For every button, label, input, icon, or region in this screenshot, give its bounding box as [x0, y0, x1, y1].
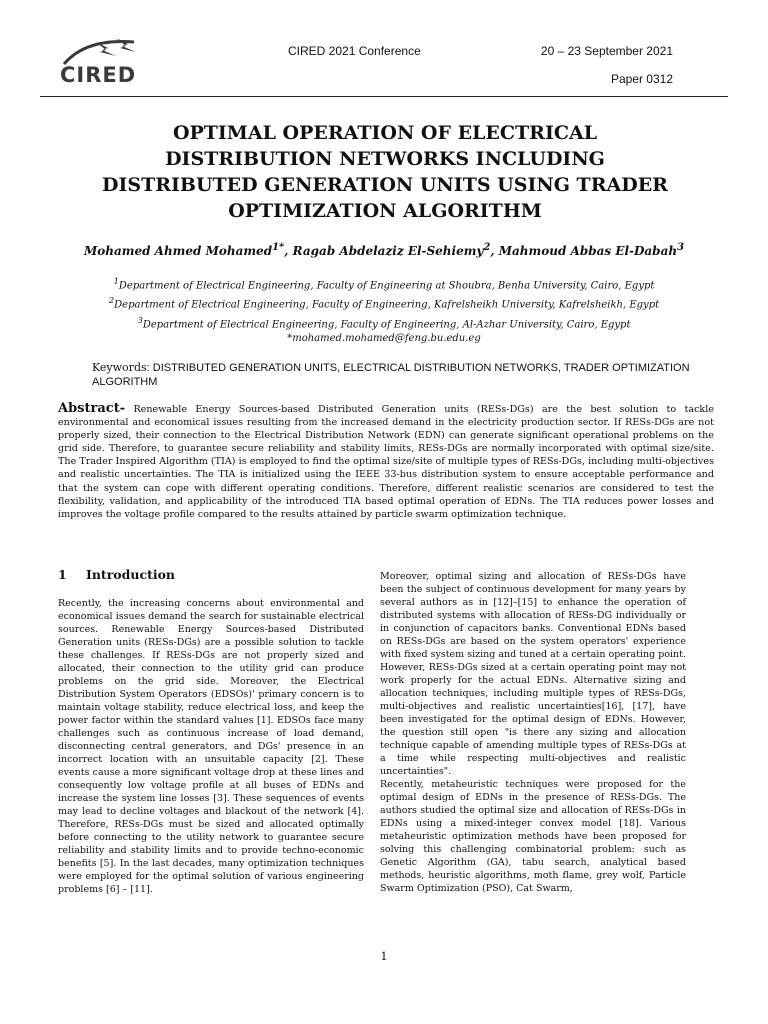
- contact-email[interactable]: *mohamed.mohamed@feng.bu.edu.eg: [287, 332, 481, 344]
- right-column: [380, 570, 686, 895]
- header-divider: [40, 96, 728, 97]
- left-column: [58, 568, 364, 896]
- cired-logo-icon: [56, 34, 152, 88]
- section-title: Introduction: [86, 567, 176, 582]
- intro-paragraph-1: Recently, the increasing concerns about environmental and economical issues demand the search for sustainable electrical sources. Renewable Energy Sources-based Distributed Generation units (RESs-DGs) are a possible solution to tackle these challenges. If RESs-DGs are not properly sized and allocated, their connection to the utility grid can produce problems on the grid side. Moreover, the Electrical Distribution System Operators (EDSOs)' primary concern is to maintain voltage stability, reduce electrical loss, and keep the power factor within the standard values [1]. EDSOs face many challenges such as continuous increase of load demand, disconnecting central generators, and DGs' presence in an incorrect location with an unsuitable capacity [2]. These events cause a more significant voltage drop at these lines and consequently low voltage profile at all buses of EDNs and increase the system line losses [3]. These sequences of events may lead to decline voltages and blackout of the network [4]. Therefore, RESs-DGs must be sized and allocated optimally before connecting to the utility network to guarantee secure reliability and stability limits and to provide techno-economic benefits [5]. In the last decades, many optimization techniques were employed for the optimal solution of various engineering problems [6] – [11].: [58, 598, 364, 895]
- abstract-label: Abstract-: [58, 401, 126, 416]
- author-3: Mahmoud Abbas El-Dabah$^3$: [498, 242, 685, 258]
- intro-paragraph-3: Recently, metaheuristic techniques were proposed for the optimal design of EDNs in the presence of RESs-DGs. The authors studied the optimal size and allocation of RESs-DGs in EDNs using a mixed-integer convex model [18]. Various metaheuristic optimization methods have been proposed for solving this challenging combinatorial problem: such as Genetic Algorithm (GA), tabu search, analytical based methods, heuristic algorithms, moth flame, grey wolf, Particle Swarm Optimization (PSO), Cat Swarm,: [380, 779, 686, 894]
- abstract: [58, 402, 714, 521]
- keywords: [92, 361, 692, 389]
- affiliation-1: $^1$Department of Electrical Engineering, Faculty of Engineering at Shoubra, Benha University, Cairo, Egypt: [113, 276, 655, 292]
- cired-logo: [56, 34, 152, 88]
- section-heading: [58, 568, 364, 581]
- author-1: Mohamed Ahmed Mohamed$^{1*}$: [83, 242, 285, 258]
- paper-number: Paper 0312: [610, 72, 673, 86]
- svg-text:CIRED: CIRED: [60, 63, 137, 87]
- conference-dates: 20 – 23 September 2021: [540, 44, 673, 58]
- authors: Mohamed Ahmed Mohamed$^{1*}$, Ragab Abdelaziz El-Sehiemy$^2$, Mahmoud Abbas El-Dabah$^3$: [83, 242, 685, 258]
- keywords-label: Keywords: [92, 361, 147, 374]
- author-2: Ragab Abdelaziz El-Sehiemy$^2$: [292, 242, 491, 258]
- intro-paragraph-2: Moreover, optimal sizing and allocation of RESs-DGs have been the subject of continuous development for many years by several authors as in [12]–[15] to enhance the operation of distributed systems with allocation of RESs-DG individually or in conjunction of capacitors banks. Conventional EDNs based on RESs-DGs are based on the system operators' experience with fixed system sizing and tuned at a certain operating point. However, RESs-DGs sized at a certain operating point may not work properly for the actual EDNs. Alternative sizing and allocation techniques, including multiple types of RESs-DGs, multi-objectives and realistic uncertainties[16], [17], have been investigated for the optimal design of EDNs. However, the question still open "is there any sizing and allocation technique capable of amending multiple types of RESs-DGs at a time while respecting multi-objectives and realistic uncertainties".: [380, 571, 686, 777]
- page-number: 1: [380, 950, 388, 963]
- keywords-text: : DISTRIBUTED GENERATION UNITS, ELECTRICAL DISTRIBUTION NETWORKS, TRADER OPTIMIZATION ALGORITHM: [92, 362, 690, 388]
- conference-name: CIRED 2021 Conference: [288, 44, 421, 58]
- abstract-text: Renewable Energy Sources-based Distributed Generation units (RESs-DGs) are the best solution to tackle environmental and economical issues resulting from the increased demand in the electricity production sector. If RESs-DGs are not properly sized, their connection to the Electrical Distribution Network (EDN) can generate significant operational problems on the grid side. Therefore, to guarantee secure reliability and stability limits, RESs-DGs are normally incorporated with optimal size/site. The Trader Inspired Algorithm (TIA) is employed to find the optimal size/site of multiple types of RESs-DGs, including multi-objectives and realistic uncertainties. The TIA is initialized using the IEEE 33-bus distribution system to ensure acceptable performance and that the system can cope with different operating conditions. Therefore, different realistic scenarios are considered to test the flexibility, validation, and applicability of the introduced TIA based optimal operation of EDNs. The TIA reduces power losses and improves the voltage profile compared to the results attained by particle swarm optimization technique.: [58, 404, 714, 520]
- affiliations: [40, 274, 728, 346]
- paper-title: OPTIMAL OPERATION OF ELECTRICAL DISTRIBUTION NETWORKS INCLUDING DISTRIBUTED GENERATION UNITS USING TRADER OPTIMIZATION ALGORITHM: [102, 122, 668, 222]
- section-number: 1: [58, 567, 67, 582]
- affiliation-3: $^3$Department of Electrical Engineering, Faculty of Engineering, Al-Azhar University, Cairo, Egypt: [137, 314, 631, 330]
- affiliation-2: $^2$Department of Electrical Engineering, Faculty of Engineering, Kafrelsheikh University, Kafrelsheikh, Egypt: [108, 295, 660, 311]
